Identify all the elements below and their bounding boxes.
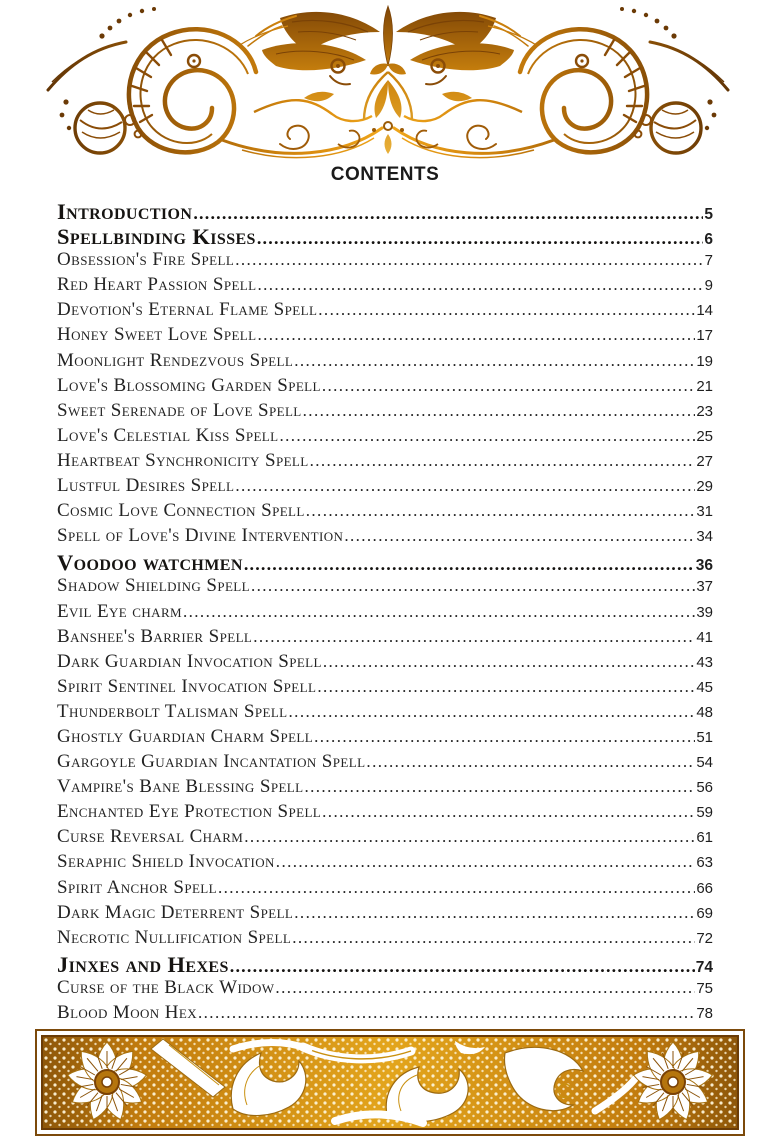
toc-entry[interactable] xyxy=(57,375,713,400)
toc-entry-title: Moonlight Rendezvous Spell xyxy=(57,349,294,371)
toc-entry-title: Cosmic Love Connection Spell xyxy=(57,500,305,522)
toc-entry[interactable] xyxy=(57,249,713,274)
toc-entry-title: Curse Reversal Charm xyxy=(57,826,244,848)
toc-entry-page: 23 xyxy=(696,402,713,420)
toc-entry-page: 19 xyxy=(696,352,713,370)
toc-entry[interactable] xyxy=(57,801,713,826)
toc-entry-page: 59 xyxy=(696,804,713,822)
dot-leader xyxy=(251,575,695,597)
dot-leader xyxy=(314,726,695,748)
toc-entry-page: 29 xyxy=(696,478,713,496)
toc-entry-page: 25 xyxy=(696,427,713,445)
toc-entry-title: Honey Sweet Love Spell xyxy=(57,324,257,346)
toc-list xyxy=(57,199,713,1027)
toc-entry-page: 51 xyxy=(696,728,713,746)
toc-entry-page: 66 xyxy=(696,879,713,897)
toc-entry[interactable] xyxy=(57,475,713,500)
dot-leader xyxy=(275,977,695,999)
dot-leader xyxy=(310,450,696,472)
toc-entry[interactable] xyxy=(57,952,713,977)
toc-entry-page: 37 xyxy=(696,578,713,596)
dot-leader xyxy=(193,199,703,225)
dot-leader xyxy=(322,375,695,397)
toc-entry[interactable] xyxy=(57,977,713,1002)
dot-leader xyxy=(303,400,696,422)
dot-leader xyxy=(244,826,695,848)
toc-entry[interactable] xyxy=(57,877,713,902)
dot-leader xyxy=(244,550,695,576)
toc-entry[interactable] xyxy=(57,626,713,651)
toc-entry-title: Spell of Love's Divine Intervention xyxy=(57,525,344,547)
toc-entry[interactable] xyxy=(57,350,713,375)
toc-entry[interactable] xyxy=(57,299,713,324)
dot-leader xyxy=(292,927,695,949)
toc-entry[interactable] xyxy=(57,776,713,801)
toc-entry-page: 17 xyxy=(696,327,713,345)
toc-entry[interactable] xyxy=(57,927,713,952)
toc-entry[interactable] xyxy=(57,324,713,349)
toc-entry[interactable] xyxy=(57,450,713,475)
toc-entry-page: 34 xyxy=(696,528,713,546)
dot-leader xyxy=(257,274,703,296)
toc-entry[interactable] xyxy=(57,751,713,776)
toc-entry-title: Seraphic Shield Invocation xyxy=(57,851,275,873)
toc-entry-title: Vampire's Bane Blessing Spell xyxy=(57,776,304,798)
toc-entry[interactable] xyxy=(57,199,713,224)
toc-entry-title: Banshee's Barrier Spell xyxy=(57,625,253,647)
toc-entry[interactable] xyxy=(57,500,713,525)
toc-entry[interactable] xyxy=(57,425,713,450)
toc-entry-title: Lustful Desires Spell xyxy=(57,475,235,497)
toc-entry[interactable] xyxy=(57,575,713,600)
toc-entry-page: 21 xyxy=(696,377,713,395)
toc-entry[interactable] xyxy=(57,601,713,626)
dot-leader xyxy=(294,350,695,372)
dot-leader xyxy=(218,877,695,899)
dot-leader xyxy=(304,776,695,798)
dot-leader xyxy=(235,475,695,497)
toc-entry[interactable] xyxy=(57,676,713,701)
dot-leader xyxy=(306,500,696,522)
toc-entry-title: Jinxes and Hexes xyxy=(57,951,229,977)
dot-leader xyxy=(253,626,695,648)
toc-entry-page: 14 xyxy=(696,302,713,320)
toc-entry[interactable] xyxy=(57,902,713,927)
toc-entry-title: Spirit Sentinel Invocation Spell xyxy=(57,675,317,697)
dot-leader xyxy=(322,801,695,823)
toc-entry-title: Love's Celestial Kiss Spell xyxy=(57,424,279,446)
toc-entry-title: Blood Moon Hex xyxy=(57,1002,197,1023)
dot-leader xyxy=(344,525,695,547)
toc-entry-page: 41 xyxy=(696,628,713,646)
toc-entry-page: 75 xyxy=(696,979,713,997)
toc-entry[interactable] xyxy=(57,701,713,726)
dot-leader xyxy=(235,249,703,271)
toc-entry-title: Enchanted Eye Protection Spell xyxy=(57,801,322,823)
toc-entry-title: Dark Magic Deterrent Spell xyxy=(57,901,294,923)
toc-entry-title: Thunderbolt Talisman Spell xyxy=(57,700,288,722)
toc-entry-page: 48 xyxy=(696,703,713,721)
toc-entry-page: 6 xyxy=(704,231,713,249)
toc-entry-title: Red Heart Passion Spell xyxy=(57,274,257,296)
dot-leader xyxy=(230,952,695,978)
toc-entry[interactable] xyxy=(57,726,713,751)
toc-entry-title: Love's Blossoming Garden Spell xyxy=(57,374,321,396)
toc-entry-title: Heartbeat Synchronicity Spell xyxy=(57,449,309,471)
dot-leader xyxy=(289,701,696,723)
dot-leader xyxy=(318,299,695,321)
toc-entry-title: Voodoo watchmen xyxy=(57,550,243,576)
toc-entry[interactable] xyxy=(57,1002,713,1027)
toc-entry-page: 61 xyxy=(696,829,713,847)
toc-entry-title: Necrotic Nullification Spell xyxy=(57,926,292,948)
toc-entry-page: 45 xyxy=(696,678,713,696)
toc-entry-page: 39 xyxy=(696,603,713,621)
toc-entry-title: Sweet Serenade of Love Spell xyxy=(57,399,302,421)
bottom-floral-border xyxy=(35,1029,745,1136)
toc-entry-page: 36 xyxy=(695,557,713,575)
toc-entry[interactable] xyxy=(57,224,713,249)
dot-leader xyxy=(279,425,695,447)
toc-entry-page: 56 xyxy=(696,779,713,797)
toc-entry-page: 43 xyxy=(696,653,713,671)
toc-entry-page: 9 xyxy=(704,277,713,295)
toc-entry[interactable] xyxy=(57,274,713,299)
toc-entry[interactable] xyxy=(57,651,713,676)
toc-entry-title: Shadow Shielding Spell xyxy=(57,575,250,597)
toc-entry-title: Spirit Anchor Spell xyxy=(57,876,217,898)
toc-entry-title: Evil Eye charm xyxy=(57,600,182,622)
toc-entry[interactable] xyxy=(57,826,713,851)
toc-entry-page: 74 xyxy=(695,958,713,976)
toc-entry-title: Spellbinding Kisses xyxy=(57,224,256,250)
dot-leader xyxy=(257,224,704,250)
toc-entry-page: 78 xyxy=(696,1005,713,1022)
toc-entry[interactable] xyxy=(57,851,713,876)
toc-entry-page: 63 xyxy=(696,854,713,872)
toc-entry-page: 5 xyxy=(704,206,713,223)
dot-leader xyxy=(276,851,696,873)
dot-leader xyxy=(294,902,695,924)
dot-leader xyxy=(323,651,695,673)
dot-leader xyxy=(183,601,695,623)
dot-leader xyxy=(317,676,695,698)
toc-entry-title: Devotion's Eternal Flame Spell xyxy=(57,299,318,321)
toc-entry-page: 7 xyxy=(704,252,713,270)
toc-entry-title: Obsession's Fire Spell xyxy=(57,249,235,271)
toc-entry-title: Dark Guardian Invocation Spell xyxy=(57,650,322,672)
toc-entry-page: 69 xyxy=(696,904,713,922)
contents-heading: CONTENTS xyxy=(330,164,440,185)
toc-entry-title: Introduction xyxy=(57,199,193,224)
top-flourish-ornament xyxy=(42,2,734,160)
toc-entry-page: 27 xyxy=(696,452,713,470)
toc-entry[interactable] xyxy=(57,400,713,425)
toc-entry[interactable] xyxy=(57,525,713,550)
toc-entry-title: Gargoyle Guardian Incantation Spell xyxy=(57,751,366,773)
toc-entry-title: Curse of the Black Widow xyxy=(57,976,275,998)
toc-entry-page: 54 xyxy=(696,754,713,772)
dot-leader xyxy=(257,324,695,346)
toc-entry-title: Ghostly Guardian Charm Spell xyxy=(57,725,314,747)
toc-entry[interactable] xyxy=(57,550,713,575)
dot-leader xyxy=(366,751,695,773)
dot-leader xyxy=(198,1002,695,1024)
toc-entry-page: 72 xyxy=(696,929,713,947)
toc-entry-page: 31 xyxy=(696,503,713,521)
